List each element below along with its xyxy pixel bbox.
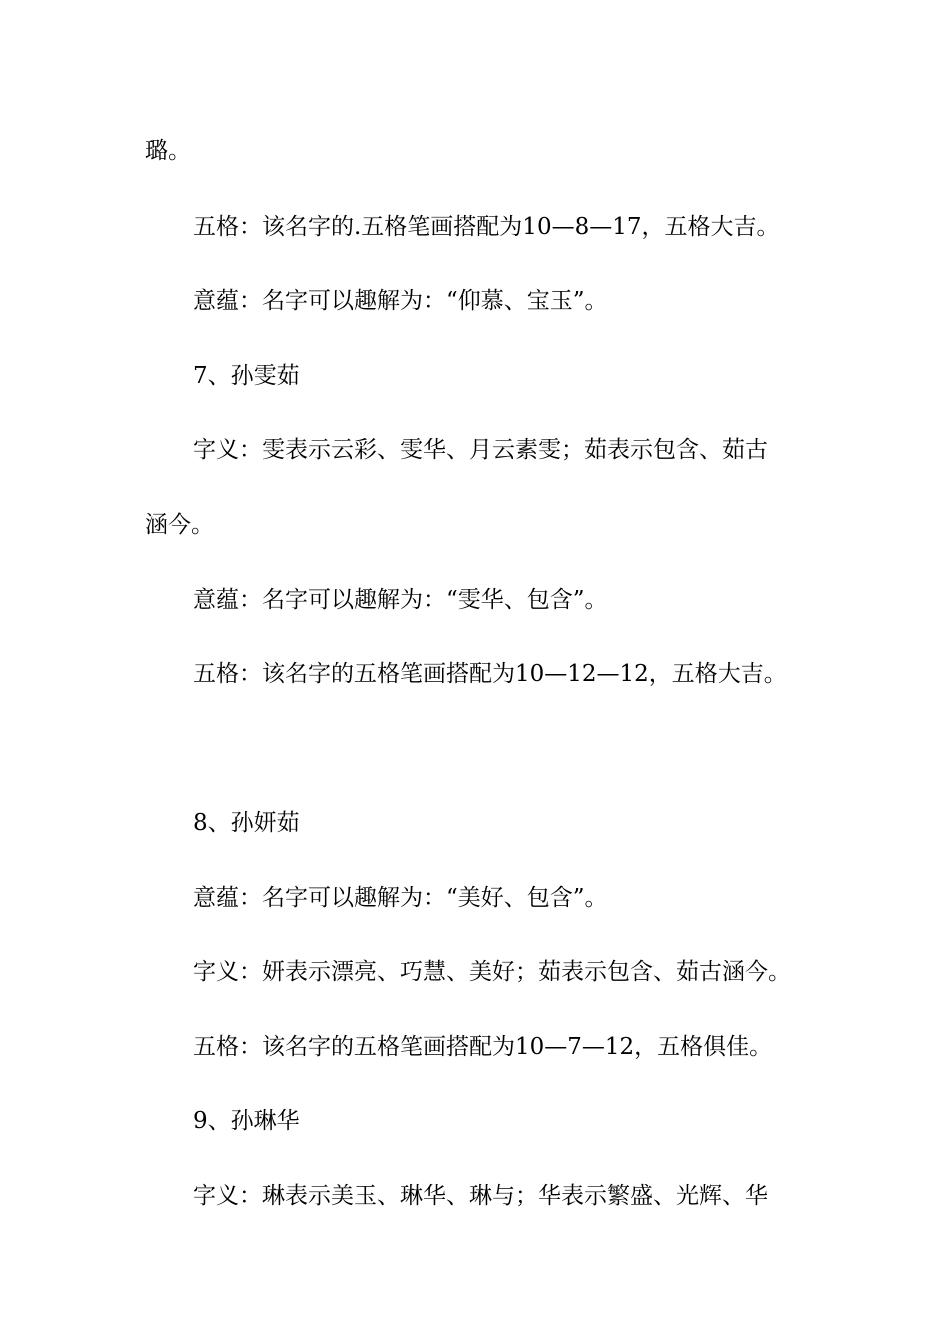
paragraph-yiyun-6: 意蕴：名字可以趣解为：“仰慕、宝玉”。 bbox=[193, 288, 608, 314]
paragraph-continuation: 璐。 bbox=[145, 138, 191, 164]
paragraph-ziyi-7-continuation: 涵今。 bbox=[145, 512, 214, 538]
paragraph-yiyun-8: 意蕴：名字可以趣解为：“美好、包含”。 bbox=[193, 885, 608, 911]
paragraph-wuge-7: 五格：该名字的五格笔画搭配为10—12—12，五格大吉。 bbox=[193, 661, 787, 687]
paragraph-ziyi-9: 字义：琳表示美玉、琳华、琳与；华表示繁盛、光辉、华 bbox=[193, 1183, 768, 1209]
paragraph-wuge-6: 五格：该名字的.五格笔画搭配为10—8—17，五格大吉。 bbox=[193, 214, 780, 240]
paragraph-wuge-8: 五格：该名字的五格笔画搭配为10—7—12，五格俱佳。 bbox=[193, 1034, 773, 1060]
paragraph-yiyun-7: 意蕴：名字可以趣解为：“雯华、包含”。 bbox=[193, 587, 608, 613]
heading-name-7: 7、孙雯茹 bbox=[193, 363, 300, 389]
heading-name-9: 9、孙琳华 bbox=[193, 1108, 300, 1134]
paragraph-ziyi-8: 字义：妍表示漂亮、巧慧、美好；茹表示包含、茹古涵今。 bbox=[193, 959, 791, 985]
paragraph-ziyi-7: 字义：雯表示云彩、雯华、月云素雯；茹表示包含、茹古 bbox=[193, 437, 768, 463]
heading-name-8: 8、孙妍茹 bbox=[193, 810, 300, 836]
